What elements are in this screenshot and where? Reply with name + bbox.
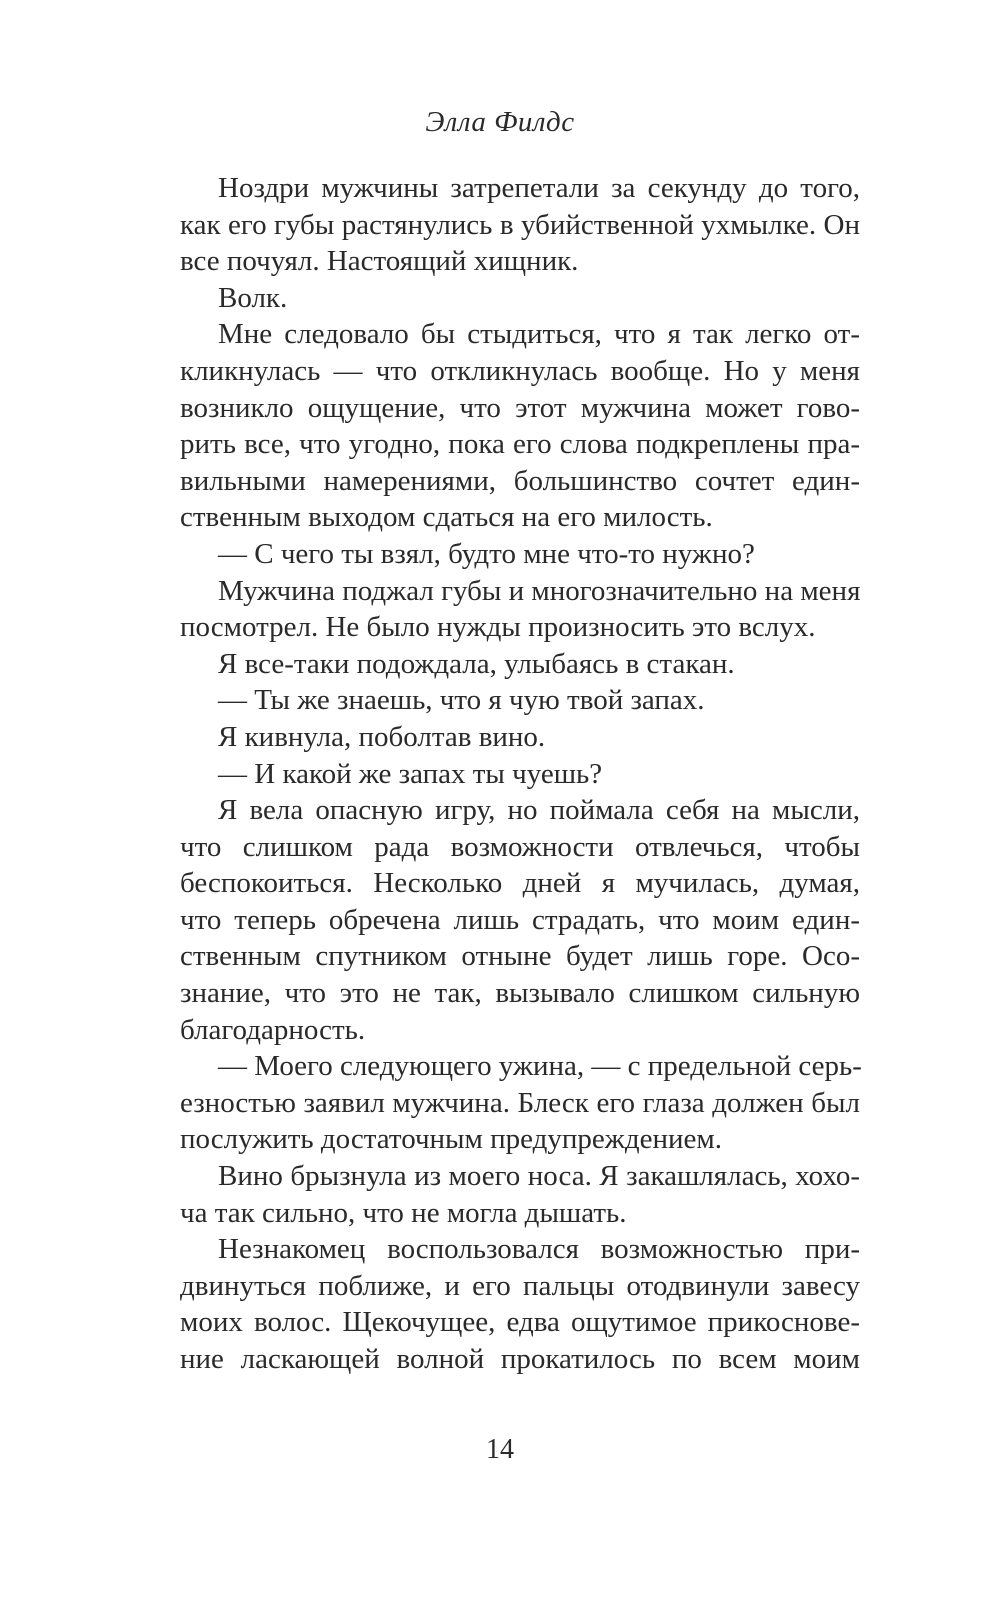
text-line: — Моего следующего ужина, — с предельной серь- bbox=[218, 1050, 862, 1083]
text-line: Мужчина поджал губы и многозначительно на меня bbox=[218, 574, 861, 607]
text-line: Я все-таки подождала, улыбаясь в стакан. bbox=[218, 647, 735, 680]
text-line: ча так сильно, что не могла дышать. bbox=[180, 1196, 627, 1229]
text-line: двинуться поближе, и его пальцы отодвинули завесу bbox=[180, 1269, 860, 1302]
running-head: Элла Филдс bbox=[425, 106, 575, 138]
text-line: рить все, что угодно, пока его слова подкреплены пра- bbox=[180, 428, 860, 461]
text-line: — И какой же запах ты чуешь? bbox=[218, 757, 603, 790]
text-line: возникло ощущение, что этот мужчина может гово- bbox=[180, 391, 860, 424]
text-line: Волк. bbox=[218, 281, 288, 314]
text-line: знание, что это не так, вызывало слишком сильную bbox=[180, 977, 860, 1010]
text-line: ственным спутником отныне будет лишь горе. Осо- bbox=[180, 940, 860, 973]
text-line: что теперь обречена лишь страдать, что моим един- bbox=[180, 903, 860, 936]
page-number: 14 bbox=[486, 1434, 514, 1465]
text-line: как его губы растянулись в убийственной ухмылке. Он bbox=[180, 208, 860, 241]
text-line: благодарность. bbox=[180, 1013, 366, 1046]
text-line: — Ты же знаешь, что я чую твой запах. bbox=[218, 684, 705, 717]
body-text bbox=[180, 170, 860, 1378]
text-line: послужить достаточным предупреждением. bbox=[180, 1123, 722, 1156]
text-line: беспокоиться. Несколько дней я мучилась, думая, bbox=[180, 867, 860, 900]
text-line: Ноздри мужчины затрепетали за секунду до того, bbox=[218, 172, 860, 204]
text-line: ственным выходом сдаться на его милость. bbox=[180, 501, 713, 534]
text-line: кликнулась — что откликнулась вообще. Но у меня bbox=[180, 354, 860, 387]
text-line: Я кивнула, поболтав вино. bbox=[218, 720, 546, 753]
text-line: Я вела опасную игру, но поймала себя на мысли, bbox=[218, 794, 860, 827]
text-line: — С чего ты взял, будто мне что-то нужно? bbox=[218, 537, 755, 570]
text-line: посмотрел. Не было нужды произносить это вслух. bbox=[180, 611, 816, 644]
text-line: Незнакомец воспользовался возможностью при- bbox=[218, 1233, 860, 1266]
text-line: все почуял. Настоящий хищник. bbox=[180, 245, 579, 278]
text-line: моих волос. Щекочущее, едва ощутимое прикоснове- bbox=[180, 1306, 860, 1339]
text-line: что слишком рада возможности отвлечься, чтобы bbox=[180, 830, 860, 863]
text-line: Мне следовало бы стыдиться, что я так легко от- bbox=[218, 318, 860, 351]
text-line: Вино брызнула из моего носа. Я закашлялась, хохо- bbox=[218, 1160, 860, 1193]
text-line: ние ласкающей волной прокатилось по всем моим bbox=[180, 1343, 860, 1375]
text-line: езностью заявил мужчина. Блеск его глаза должен был bbox=[180, 1086, 860, 1119]
text-line: вильными намерениями, большинство сочтет един- bbox=[180, 464, 860, 497]
